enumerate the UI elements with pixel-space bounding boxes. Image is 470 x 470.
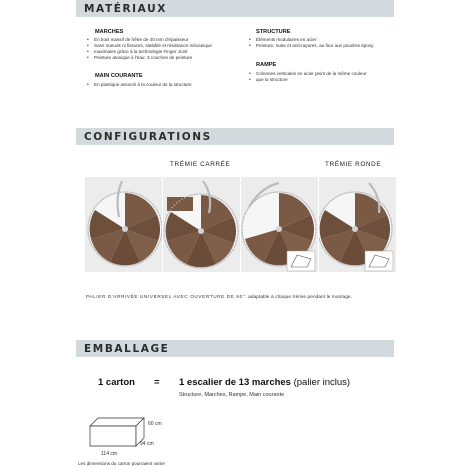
rampe-heading: RAMPE <box>256 62 277 68</box>
palier-caps-text: PALIER D'ARRIVÉE UNIVERSEL AVEC OUVERTURE DE 60° <box>86 294 246 299</box>
section-title: CONFIGURATIONS <box>84 130 212 143</box>
carton-depth: 94 cm <box>140 441 154 447</box>
carton-note: Les dimensions du carton pourraient varier <box>78 461 166 466</box>
palier-rest-text: : adaptable à chaque trémie pendant le montage. <box>245 294 353 299</box>
list-item: • Peinture, mate et anti-rayures, au four aux poudres époxy <box>248 43 373 49</box>
structure-heading: STRUCTURE <box>256 29 291 35</box>
list-item: • En plastique associé à la couleur de la structure <box>86 82 192 88</box>
main-courante-list <box>86 82 192 88</box>
list-item: • Sans noeuds ni fissures, stabilité et résistance mécanique <box>86 43 212 49</box>
section-header-emballage <box>76 340 394 357</box>
carton-width: 114 cm <box>101 451 118 457</box>
marches-list <box>86 37 212 61</box>
carton-contents: Structure, Marches, Rampe, Main courante <box>179 392 285 398</box>
list-item: • que la structure <box>248 77 367 83</box>
section-title: EMBALLAGE <box>84 342 170 355</box>
palier-description <box>86 294 352 299</box>
carton-height: 60 cm <box>148 421 162 427</box>
palier-included-text: (palier inclus) <box>293 377 351 388</box>
main-courante-heading: MAIN COURANTE <box>95 73 143 79</box>
staircase-image-square-1 <box>85 177 162 272</box>
square-opening-title: TRÉMIE CARRÉE <box>170 161 231 168</box>
staircase-image-square-2 <box>163 177 240 272</box>
section-title: MATÉRIAUX <box>84 2 167 15</box>
equals-sign: = <box>154 377 160 388</box>
section-header-configurations <box>76 128 394 145</box>
escalier-summary <box>179 377 350 388</box>
carton-count: 1 carton <box>98 377 135 388</box>
list-item: • Éléments modulaires en acier <box>248 37 373 43</box>
rampe-list <box>248 71 367 83</box>
section-header-materiaux <box>76 0 394 17</box>
staircase-image-round-1 <box>241 177 318 272</box>
structure-list <box>248 37 373 49</box>
staircase-image-round-2 <box>319 177 396 272</box>
marches-heading: MARCHES <box>95 29 124 35</box>
carton-box-icon <box>88 414 148 448</box>
escalier-text: 1 escalier de 13 marches <box>179 377 291 388</box>
list-item: • Peinture atoxique à l'eau: 3 couches de peinture <box>86 55 212 61</box>
list-item: • Colonnes verticales en acier peint de la même couleur <box>248 71 367 77</box>
list-item: • En bois massif de hêtre de 40 mm d'épaisseur <box>86 37 212 43</box>
round-opening-title: TRÉMIE RONDE <box>325 161 382 168</box>
list-item: • maximales grâce à la technologie Finger Joint <box>86 49 212 55</box>
